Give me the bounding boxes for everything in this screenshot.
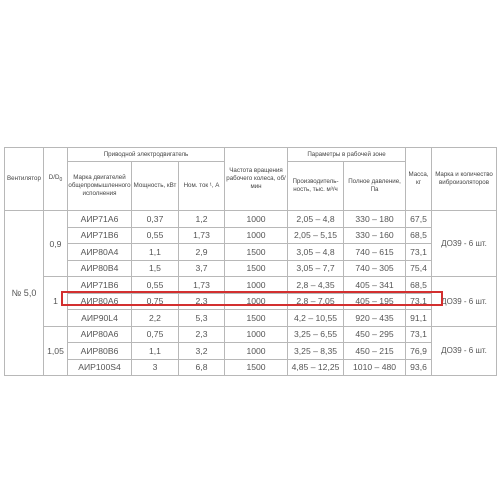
header-dd: $D/D_0$: [44, 148, 68, 211]
cell-motor: АИР80А6: [68, 293, 132, 310]
cell-rpm: 1000: [225, 326, 288, 343]
cell-pressure: 330 – 180: [344, 211, 406, 228]
fan-spec-table-container: [4, 147, 496, 376]
table-row: [5, 326, 497, 343]
cell-mass: 73,1: [406, 293, 432, 310]
dd-group-cell: 1: [44, 277, 68, 327]
fan-spec-table: [4, 147, 497, 376]
cell-rpm: 1500: [225, 260, 288, 277]
cell-current: 1,2: [179, 211, 225, 228]
cell-current: 2,9: [179, 244, 225, 261]
cell-current: 1,73: [179, 277, 225, 294]
cell-motor: АИР80А6: [68, 326, 132, 343]
cell-current: 3,2: [179, 343, 225, 360]
table-row: [5, 260, 497, 277]
cell-power: 0,37: [132, 211, 179, 228]
cell-power: 1,1: [132, 244, 179, 261]
cell-motor: АИР71В6: [68, 277, 132, 294]
table-row: [5, 211, 497, 228]
cell-motor: АИР90L4: [68, 310, 132, 327]
cell-rpm: 1000: [225, 293, 288, 310]
cell-current: 5,3: [179, 310, 225, 327]
table-row: [5, 227, 497, 244]
header-mass: Масса, кг: [406, 148, 432, 211]
cell-flow: 4,85 – 12,25: [288, 359, 344, 376]
cell-rpm: 1500: [225, 359, 288, 376]
cell-rpm: 1500: [225, 244, 288, 261]
cell-mass: 68,5: [406, 227, 432, 244]
header-params: Параметры в рабочей зоне: [288, 148, 406, 162]
cell-pressure: 1010 – 480: [344, 359, 406, 376]
cell-rpm: 1000: [225, 227, 288, 244]
highlighted-table-row: [5, 310, 497, 327]
cell-pressure: 740 – 305: [344, 260, 406, 277]
cell-flow: 2,05 – 5,15: [288, 227, 344, 244]
cell-rpm: 1500: [225, 310, 288, 327]
header-vib: Марка и количество виброизоляторов: [432, 148, 497, 211]
cell-power: 0,75: [132, 326, 179, 343]
header-power: Мощность, кВт: [132, 162, 179, 211]
cell-power: 2,2: [132, 310, 179, 327]
header-motor-brand: Марка двигателей общепромышленного исполнения: [68, 162, 132, 211]
cell-mass: 75,4: [406, 260, 432, 277]
cell-motor: АИР80В6: [68, 343, 132, 360]
table-row: [5, 244, 497, 261]
header-pressure: Полное давление, Па: [344, 162, 406, 211]
header-flow: Производитель-ность, тыс. м³/ч: [288, 162, 344, 211]
cell-current: 6,8: [179, 359, 225, 376]
cell-flow: 2,8 – 7,05: [288, 293, 344, 310]
cell-rpm: 1000: [225, 277, 288, 294]
cell-mass: 68,5: [406, 277, 432, 294]
cell-motor: АИР71А6: [68, 211, 132, 228]
header-rpm: Частота вращения рабочего колеса, об/мин: [225, 148, 288, 211]
fan-number: № 5,0: [5, 211, 44, 376]
cell-current: 3,7: [179, 260, 225, 277]
cell-power: 1,5: [132, 260, 179, 277]
cell-current: 1,73: [179, 227, 225, 244]
header-drive: Приводной электродвигатель: [68, 148, 225, 162]
cell-power: 0,75: [132, 293, 179, 310]
cell-rpm: 1000: [225, 343, 288, 360]
header-current: Ном. ток ¹, А: [179, 162, 225, 211]
dd-group-cell: 0,9: [44, 211, 68, 277]
vib-group-cell: ДО39 - 6 шт.: [432, 211, 497, 277]
cell-rpm: 1000: [225, 211, 288, 228]
cell-flow: 2,05 – 4,8: [288, 211, 344, 228]
cell-power: 0,55: [132, 277, 179, 294]
cell-flow: 3,05 – 7,7: [288, 260, 344, 277]
cell-mass: 73,1: [406, 244, 432, 261]
cell-pressure: 405 – 195: [344, 293, 406, 310]
cell-motor: АИР80А4: [68, 244, 132, 261]
cell-pressure: 405 – 341: [344, 277, 406, 294]
cell-pressure: 740 – 615: [344, 244, 406, 261]
table-row: [5, 293, 497, 310]
cell-mass: 93,6: [406, 359, 432, 376]
dd-group-cell: 1,05: [44, 326, 68, 376]
cell-flow: 2,8 – 4,35: [288, 277, 344, 294]
cell-power: 1,1: [132, 343, 179, 360]
cell-pressure: 920 – 435: [344, 310, 406, 327]
cell-flow: 3,25 – 6,55: [288, 326, 344, 343]
cell-current: 2,3: [179, 326, 225, 343]
header-ventilator: Вентилятор: [5, 148, 44, 211]
vib-group-cell: ДО39 - 6 шт.: [432, 326, 497, 376]
cell-mass: 67,5: [406, 211, 432, 228]
vib-group-cell: ДО39 - 6 шт.: [432, 277, 497, 327]
table-row: [5, 359, 497, 376]
cell-mass: 76,9: [406, 343, 432, 360]
table-row: [5, 343, 497, 360]
cell-motor: АИР100S4: [68, 359, 132, 376]
cell-mass: 73,1: [406, 326, 432, 343]
cell-current: 2,3: [179, 293, 225, 310]
cell-flow: 3,05 – 4,8: [288, 244, 344, 261]
cell-mass: 91,1: [406, 310, 432, 327]
cell-power: 0,55: [132, 227, 179, 244]
cell-flow: 4,2 – 10,55: [288, 310, 344, 327]
cell-motor: АИР80В4: [68, 260, 132, 277]
cell-flow: 3,25 – 8,35: [288, 343, 344, 360]
cell-power: 3: [132, 359, 179, 376]
table-row: [5, 277, 497, 294]
cell-pressure: 450 – 295: [344, 326, 406, 343]
cell-motor: АИР71В6: [68, 227, 132, 244]
cell-pressure: 450 – 215: [344, 343, 406, 360]
cell-pressure: 330 – 160: [344, 227, 406, 244]
